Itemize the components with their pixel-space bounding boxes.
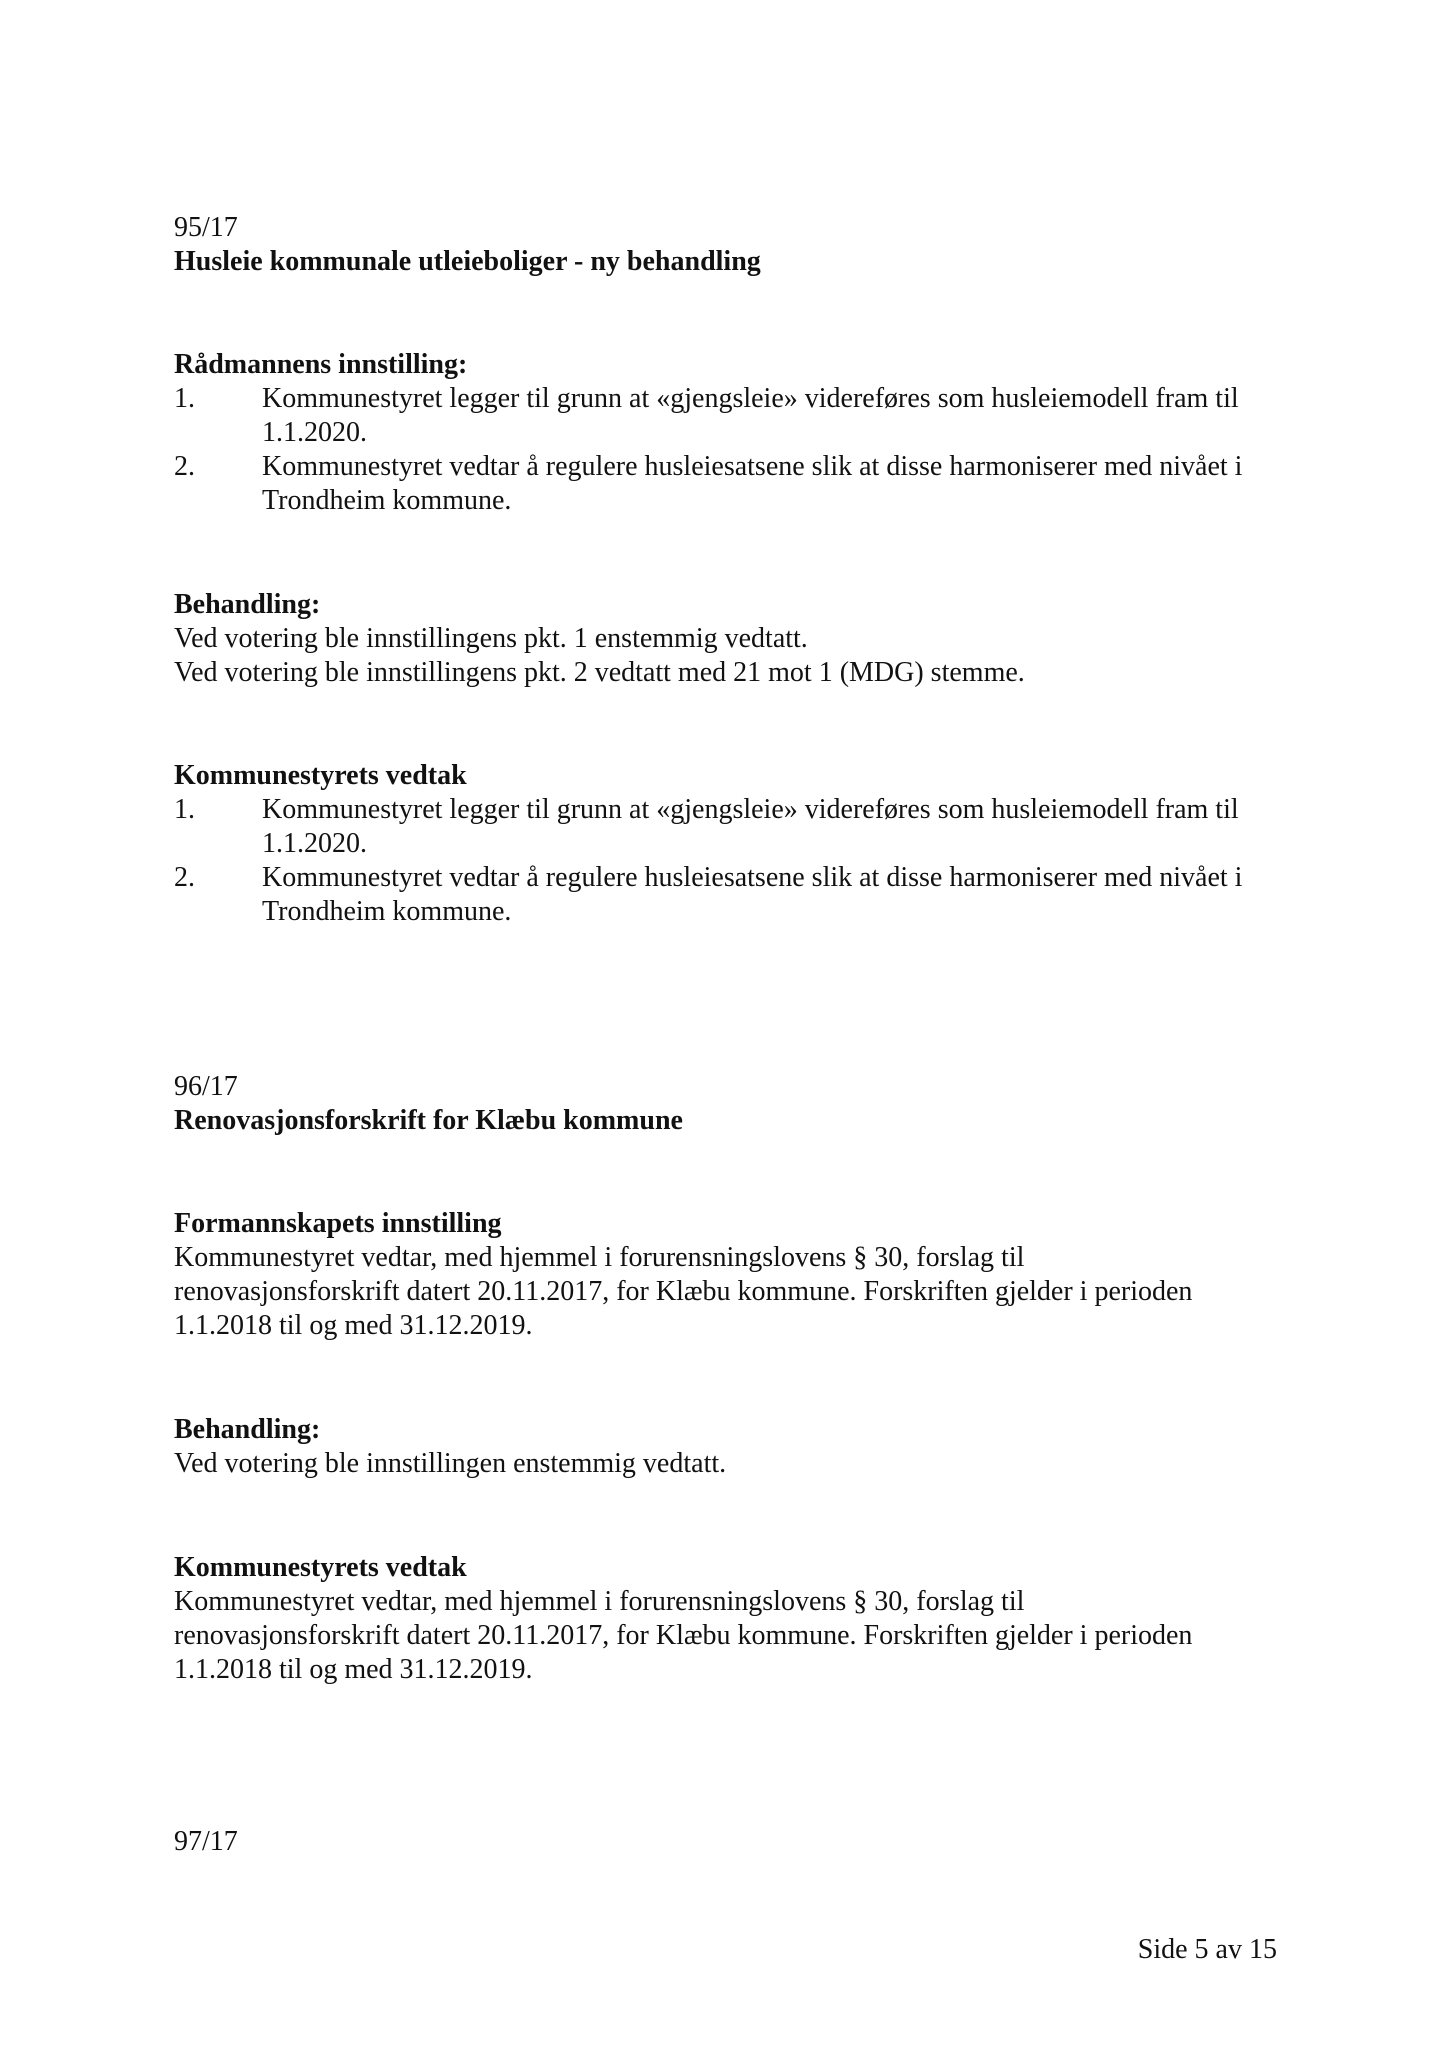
list-item-text: 1.1.2020.: [262, 828, 367, 859]
list-item-text: Kommunestyret legger til grunn at «gjengsleie» videreføres som husleiemodell fram til: [262, 383, 1239, 414]
treatment-heading: Behandling:: [174, 1414, 321, 1445]
recommendation-line: renovasjonsforskrift datert 20.11.2017, for Klæbu kommune. Forskriften gjelder i perioden: [174, 1276, 1193, 1307]
recommendation-heading: Rådmannens innstilling:: [174, 349, 468, 380]
list-item-text: Kommunestyret vedtar å regulere husleiesatsene slik at disse harmoniserer med nivået i: [262, 862, 1243, 893]
decision-heading: Kommunestyrets vedtak: [174, 1552, 467, 1583]
recommendation-heading: Formannskapets innstilling: [174, 1208, 502, 1239]
treatment-line: Ved votering ble innstillingen enstemmig vedtatt.: [174, 1448, 727, 1479]
treatment-heading: Behandling:: [174, 589, 321, 620]
list-item-number: 2.: [174, 451, 195, 482]
list-item-text: Kommunestyret vedtar å regulere husleiesatsene slik at disse harmoniserer med nivået i: [262, 451, 1243, 482]
decision-heading: Kommunestyrets vedtak: [174, 760, 467, 791]
list-item-text: 1.1.2020.: [262, 417, 367, 448]
decision-line: Kommunestyret vedtar, med hjemmel i forurensningslovens § 30, forslag til: [174, 1586, 1025, 1617]
case-number: 97/17: [174, 1826, 238, 1857]
case-number: 96/17: [174, 1071, 238, 1102]
list-item-text: Kommunestyret legger til grunn at «gjengsleie» videreføres som husleiemodell fram til: [262, 794, 1239, 825]
case-title: Renovasjonsforskrift for Klæbu kommune: [174, 1105, 683, 1136]
treatment-line: Ved votering ble innstillingens pkt. 1 enstemmig vedtatt.: [174, 623, 808, 654]
list-item-text: Trondheim kommune.: [262, 485, 512, 516]
case-number: 95/17: [174, 212, 238, 243]
page-number: Side 5 av 15: [1137, 1934, 1277, 1965]
list-item-text: Trondheim kommune.: [262, 896, 512, 927]
recommendation-line: Kommunestyret vedtar, med hjemmel i forurensningslovens § 30, forslag til: [174, 1242, 1025, 1273]
list-item-number: 1.: [174, 794, 195, 825]
list-item-number: 1.: [174, 383, 195, 414]
case-title: Husleie kommunale utleieboliger - ny behandling: [174, 246, 761, 277]
decision-line: 1.1.2018 til og med 31.12.2019.: [174, 1654, 533, 1685]
list-item-number: 2.: [174, 862, 195, 893]
decision-line: renovasjonsforskrift datert 20.11.2017, for Klæbu kommune. Forskriften gjelder i perioden: [174, 1620, 1193, 1651]
treatment-line: Ved votering ble innstillingens pkt. 2 vedtatt med 21 mot 1 (MDG) stemme.: [174, 657, 1025, 688]
recommendation-line: 1.1.2018 til og med 31.12.2019.: [174, 1310, 533, 1341]
